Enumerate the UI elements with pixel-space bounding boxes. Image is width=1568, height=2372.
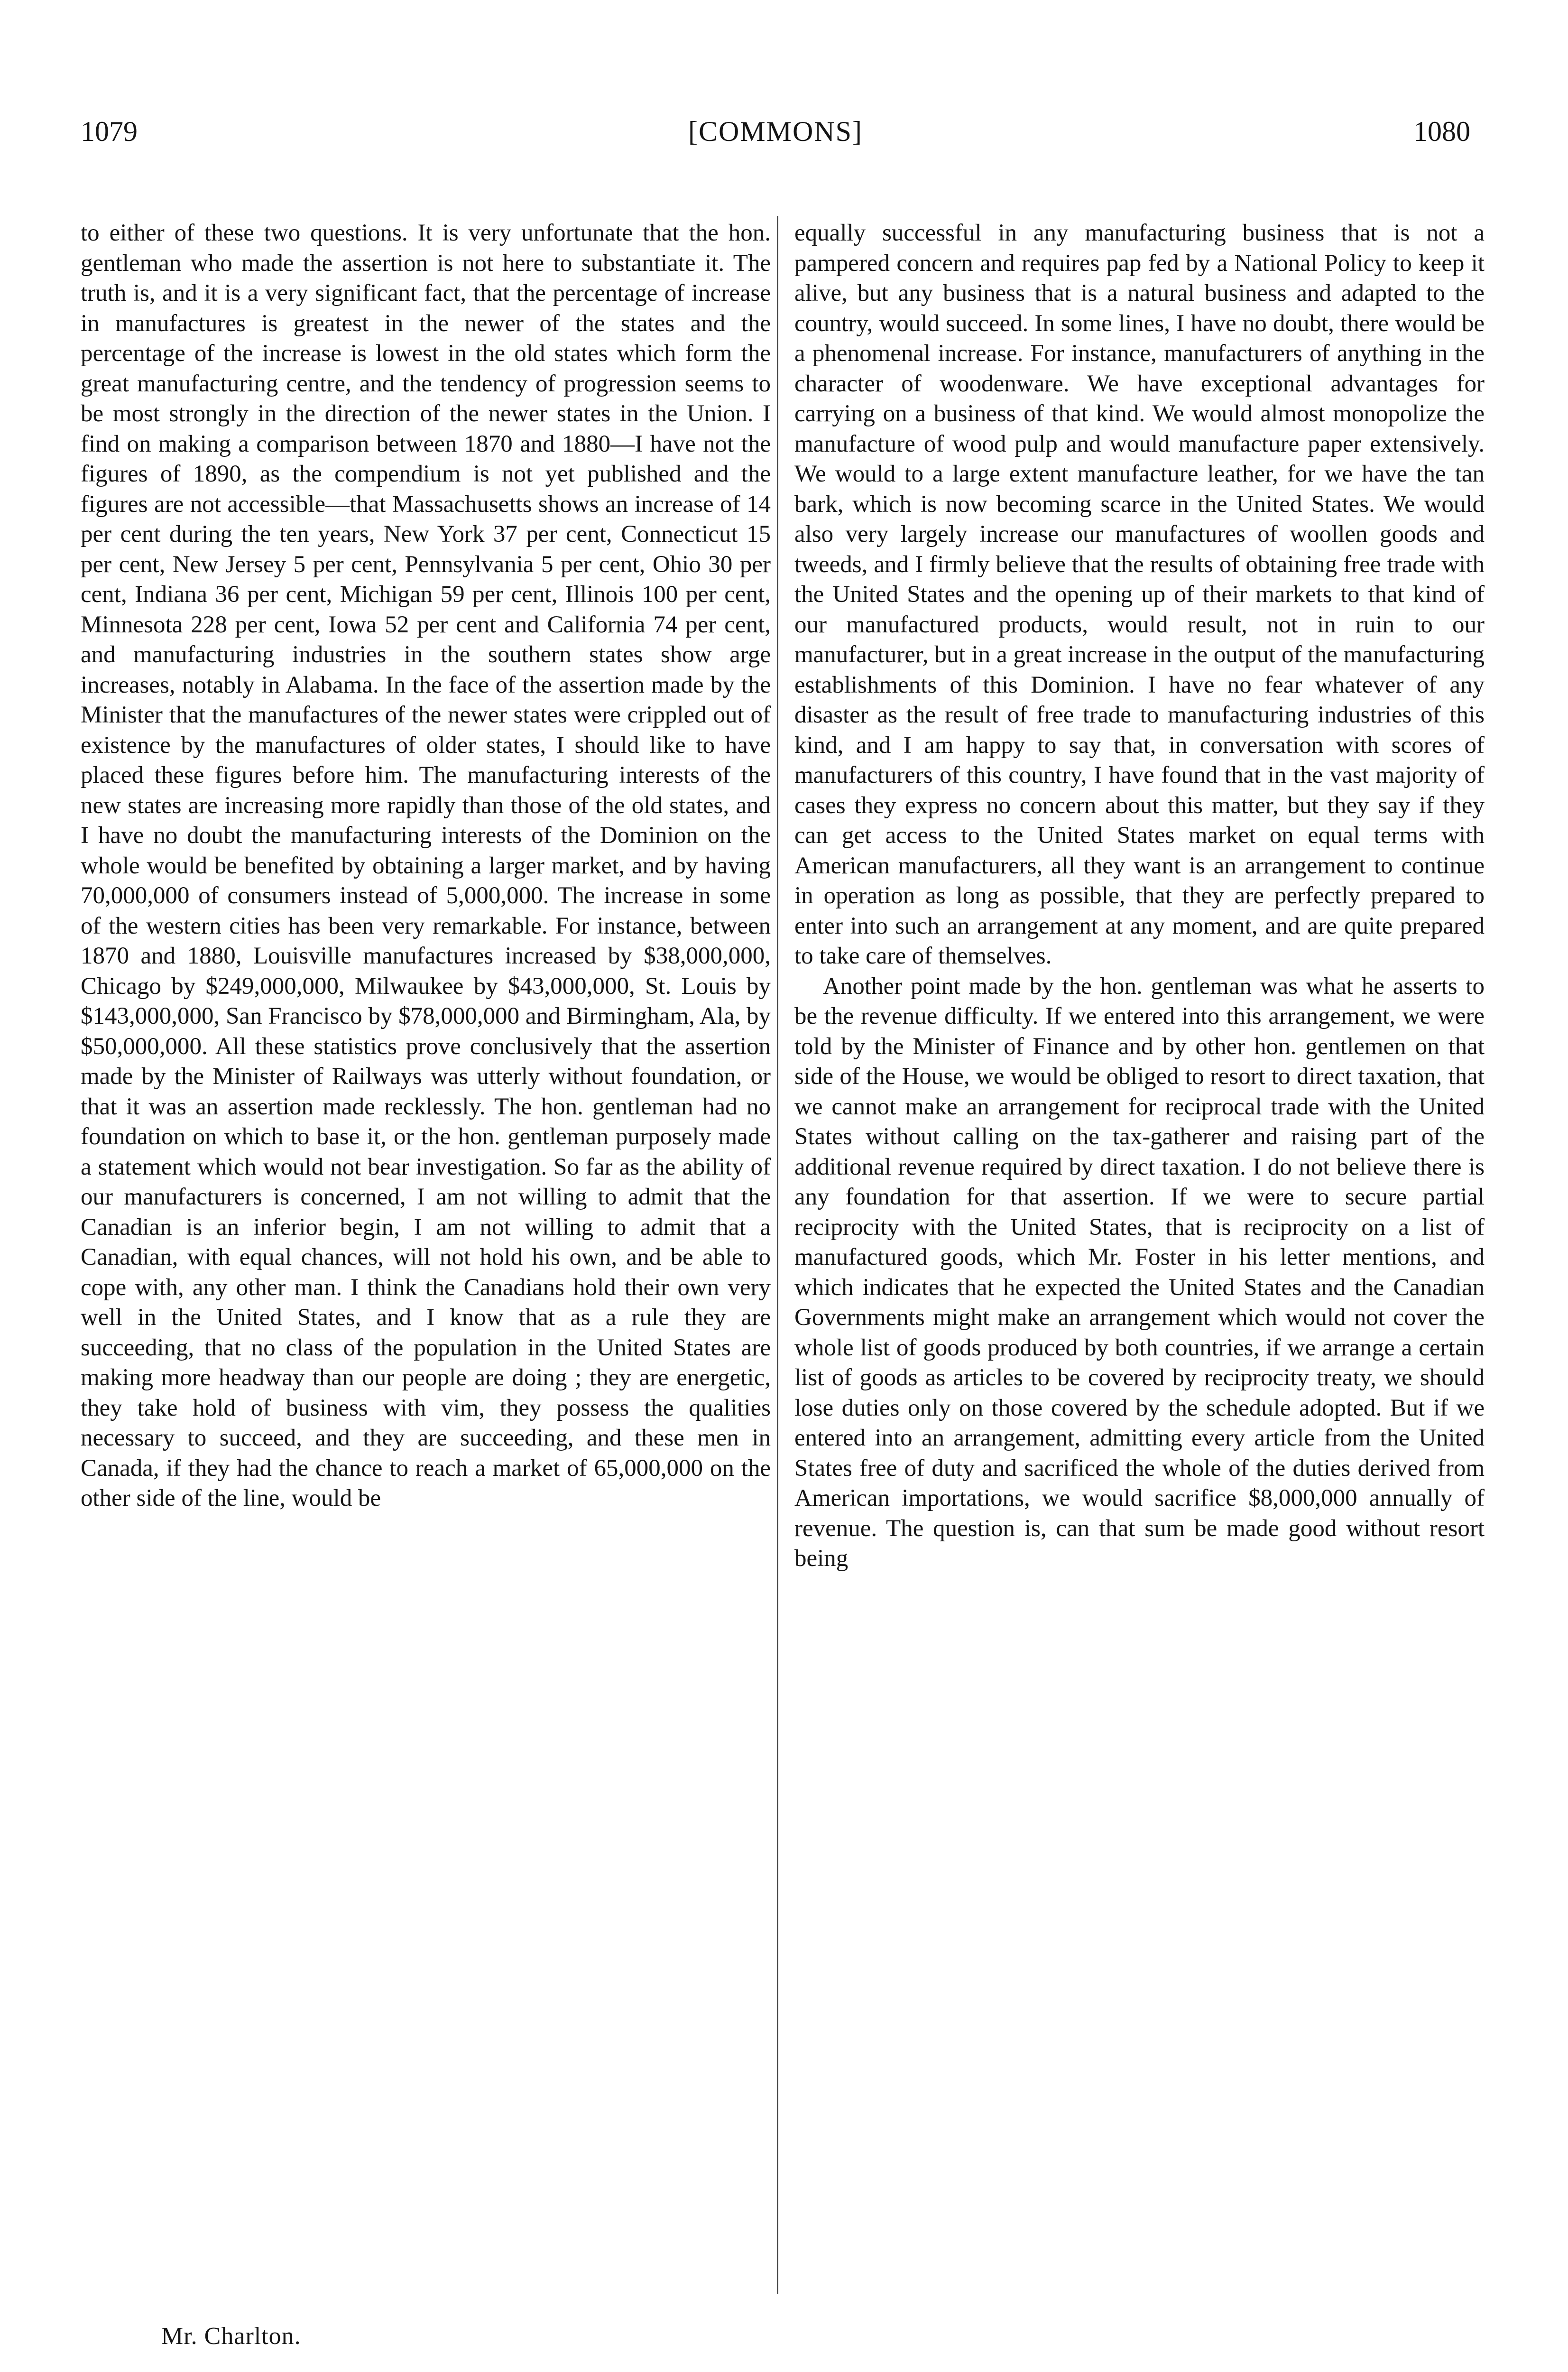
column-divider: [777, 216, 778, 2294]
page-number-right: 1080: [1413, 116, 1470, 147]
right-paragraph-2: Another point made by the hon. gentleman was what he asserts to be the revenue difficulty. If we entered into this arrangement, we were told by the Minister of Finance and by other hon. gentlemen on that side of the House, we would be obliged to resort to direct taxation, that we cannot make an arrangement for reciprocal trade with the United States without calling on the tax-gatherer and raising part of the additional revenue required by direct taxation. I do not believe there is any foundation for that assertion. If we were to secure partial reciprocity with the United States, that is reciprocity on a list of manufactured goods, which Mr. Foster in his letter mentions, and which indicates that he expected the United States and the Canadian Governments might make an arrangement which would not cover the whole list of goods produced by both countries, if we arrange a certain list of goods as articles to be covered by reciprocity treaty, we should lose duties only on those covered by the schedule adopted. But if we entered into an arrangement, admitting every article from the United States free of duty and sacrificed the whole of the duties derived from American importations, we would sacrifice $8,000,000 annually of revenue. The question is, can that sum be made good without resort being: [794, 973, 1485, 1572]
section-title: [COMMONS]: [688, 116, 863, 147]
right-paragraph-1: equally successful in any manufacturing business that is not a pampered concern and requires pap fed by a National Policy to keep it alive, but any business that is a natural business and adapted to the country, would succeed. In some lines, I have no doubt, there would be a phenomenal increase. For instance, manufacturers of anything in the character of woodenware. We have exceptional advantages for carrying on a business of that kind. We would almost monopolize the manufacture of wood pulp and would manufacture paper extensively. We would to a large extent manufacture leather, for we have the tan bark, which is now becoming scarce in the United States. We would also very largely increase our manufactures of woollen goods and tweeds, and I firmly believe that the results of obtaining free trade with the United States and the opening up of their markets to that kind of our manufactured products, would result, not in ruin to our manufacturer, but in a great increase in the output of the manufacturing establishments of this Dominion. I have no fear whatever of any disaster as the result of free trade to manufacturing industries of this kind, and I am happy to say that, in conversation with scores of manufacturers of this country, I have found that in the vast majority of cases they express no concern about this matter, but they say if they can get access to the United States market on equal terms with American manufacturers, all they want is an arrangement to continue in operation as long as possible, that they are perfectly prepared to enter into such an arrangement at any moment, and are quite prepared to take care of themselves.: [794, 220, 1485, 969]
speaker-footer: Mr. Charlton.: [161, 2323, 301, 2350]
left-column: [81, 218, 771, 1514]
page-header: [81, 105, 1470, 158]
left-paragraph-1: to either of these two questions. It is very unfortunate that the hon. gentleman who made the assertion is not here to substantiate it. The truth is, and it is a very significant fact, that the percentage of increase in manufactures is greatest in the newer of the states and the percentage of the increase is lowest in the old states which form the great manufacturing centre, and the tendency of progression seems to be most strongly in the direction of the newer states in the Union. I find on making a comparison between 1870 and 1880—I have not the figures of 1890, as the compendium is not yet published and the figures are not accessible—that Massachusetts shows an increase of 14 per cent during the ten years, New York 37 per cent, Connecticut 15 per cent, New Jersey 5 per cent, Pennsylvania 5 per cent, Ohio 30 per cent, Indiana 36 per cent, Michigan 59 per cent, Illinois 100 per cent, Minnesota 228 per cent, Iowa 52 per cent and California 74 per cent, and manufacturing industries in the southern states show arge increases, notably in Alabama. In the face of the assertion made by the Minister that the manufactures of the newer states were crippled out of existence by the manufactures of older states, I should like to have placed these figures before him. The manufacturing interests of the new states are increasing more rapidly than those of the old states, and I have no doubt the manufacturing interests of the Dominion on the whole would be benefited by obtaining a larger market, and by having 70,000,000 of consumers instead of 5,000,000. The increase in some of the western cities has been very remarkable. For instance, between 1870 and 1880, Louisville manufactures increased by $38,000,000, Chicago by $249,000,000, Milwaukee by $43,000,000, St. Louis by $143,000,000, San Francisco by $78,000,000 and Birmingham, Ala, by $50,000,000. All these statistics prove conclusively that the assertion made by the Minister of Railways was utterly without foundation, or that it was an assertion made recklessly. The hon. gentleman had no foundation on which to base it, or the hon. gentleman purposely made a statement which would not bear investigation. So far as the ability of our manufacturers is concerned, I am not willing to admit that the Canadian is an inferior begin, I am not willing to admit that a Canadian, with equal chances, will not hold his own, and be able to cope with, any other man. I think the Canadians hold their own very well in the United States, and I know that as a rule they are succeeding, that no class of the population in the United States are making more headway than our people are doing ; they are energetic, they take hold of business with vim, they possess the qualities necessary to succeed, and they are succeeding, and these men in Canada, if they had the chance to reach a market of 65,000,000 on the other side of the line, would be: [81, 220, 771, 1511]
right-column: [794, 218, 1485, 1574]
page-number-left: 1079: [81, 116, 138, 147]
